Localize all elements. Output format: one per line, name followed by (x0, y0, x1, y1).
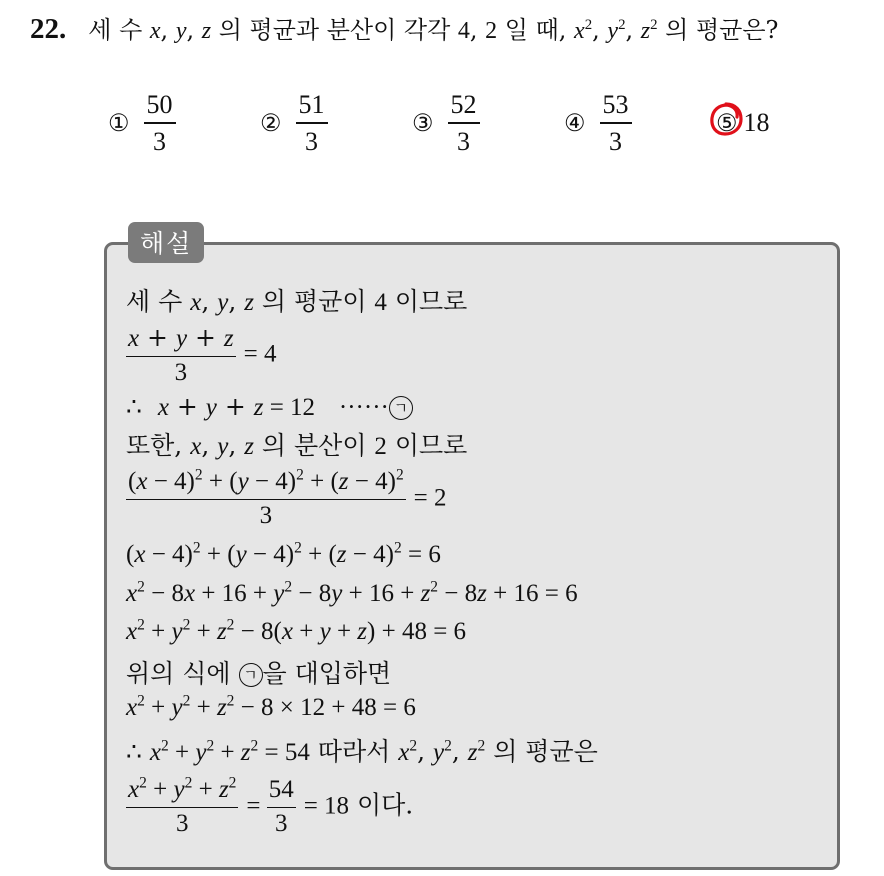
choice-4[interactable] (564, 89, 632, 156)
circled-giyeok-mark: ㄱ (239, 663, 263, 687)
choice-5[interactable] (716, 92, 770, 154)
solution-line-5: $\frac{(x - 4)^2 + (y - 4)^2 + (z - 4)^2}{3}$ = 2 (128, 466, 447, 529)
question-number: 22. (30, 13, 67, 45)
choice-2-mark: ② (260, 109, 282, 137)
choice-5-mark-wrap (716, 109, 738, 137)
choice-4-fraction (600, 89, 632, 156)
solution-line-4: 또한, x, y, z 의 분산이 2 이므로 (126, 431, 468, 460)
question-text: 세 수 x, y, z 의 평균과 분산이 각각 4, 2 일 때, $x^2$, $y^2$, $z^2$ 의 평균은? (88, 16, 779, 44)
solution-line-9: 위의 식에 ㄱ 을 대입하면 (126, 659, 392, 688)
choice-4-denominator: 3 (609, 126, 623, 156)
circled-giyeok-mark: ㄱ (389, 396, 413, 420)
solution-line-12: $\frac{x^2 + y^2 + z^2}{3}$ = $\frac{54}{3}$ = 18 이다. (128, 774, 414, 837)
choice-2-numerator: 51 (296, 92, 328, 124)
choice-4-mark: ④ (564, 109, 586, 137)
choice-5-mark: ⑤ (716, 109, 738, 137)
solution-label: 해설 (128, 222, 204, 263)
choice-2[interactable] (260, 89, 328, 156)
choice-1-mark: ① (108, 109, 130, 137)
choice-3[interactable] (412, 89, 480, 156)
solution-line-8: $x^2 + y^2 + z^2 - 8(x + y + z) + 48 = 6$ (126, 616, 467, 645)
choice-2-fraction (296, 89, 328, 156)
solution-line-1: 세 수 x, y, z 의 평균이 4 이므로 (126, 287, 468, 316)
choice-5-value: 18 (743, 108, 770, 137)
choice-4-numerator: 53 (600, 92, 632, 124)
solution-line-11: ∴ $x^2 + y^2 + z^2 = 54$ 따라서 $x^2$, $y^2$, $z^2$ 의 평균은 (126, 737, 598, 766)
solution-line-3: ∴ x + y + z = 12 ······ ㄱ (126, 392, 413, 422)
choice-3-mark: ③ (412, 109, 434, 137)
question-line (30, 10, 778, 46)
solution-line-2: $\frac{x + y + z}{3}$ = 4 (128, 323, 277, 386)
choice-3-fraction (448, 89, 480, 156)
choice-1[interactable] (108, 89, 176, 156)
choice-1-numerator: 50 (144, 92, 176, 124)
choice-3-numerator: 52 (448, 92, 480, 124)
answer-circle-icon (708, 101, 744, 137)
choice-2-denominator: 3 (305, 126, 319, 156)
solution-line-7: $x^2 - 8x + 16 + y^2 - 8y + 16 + z^2 - 8z + 16 = 6$ (126, 578, 578, 607)
choice-1-fraction (144, 89, 176, 156)
solution-line-6: $(x - 4)^2 + (y - 4)^2 + (z - 4)^2 = 6$ (126, 539, 441, 568)
solution-line-10: $x^2 + y^2 + z^2 - 8 \times 12 + 48 = 6$ (126, 692, 416, 721)
choice-3-denominator: 3 (457, 126, 471, 156)
choice-1-denominator: 3 (153, 126, 167, 156)
